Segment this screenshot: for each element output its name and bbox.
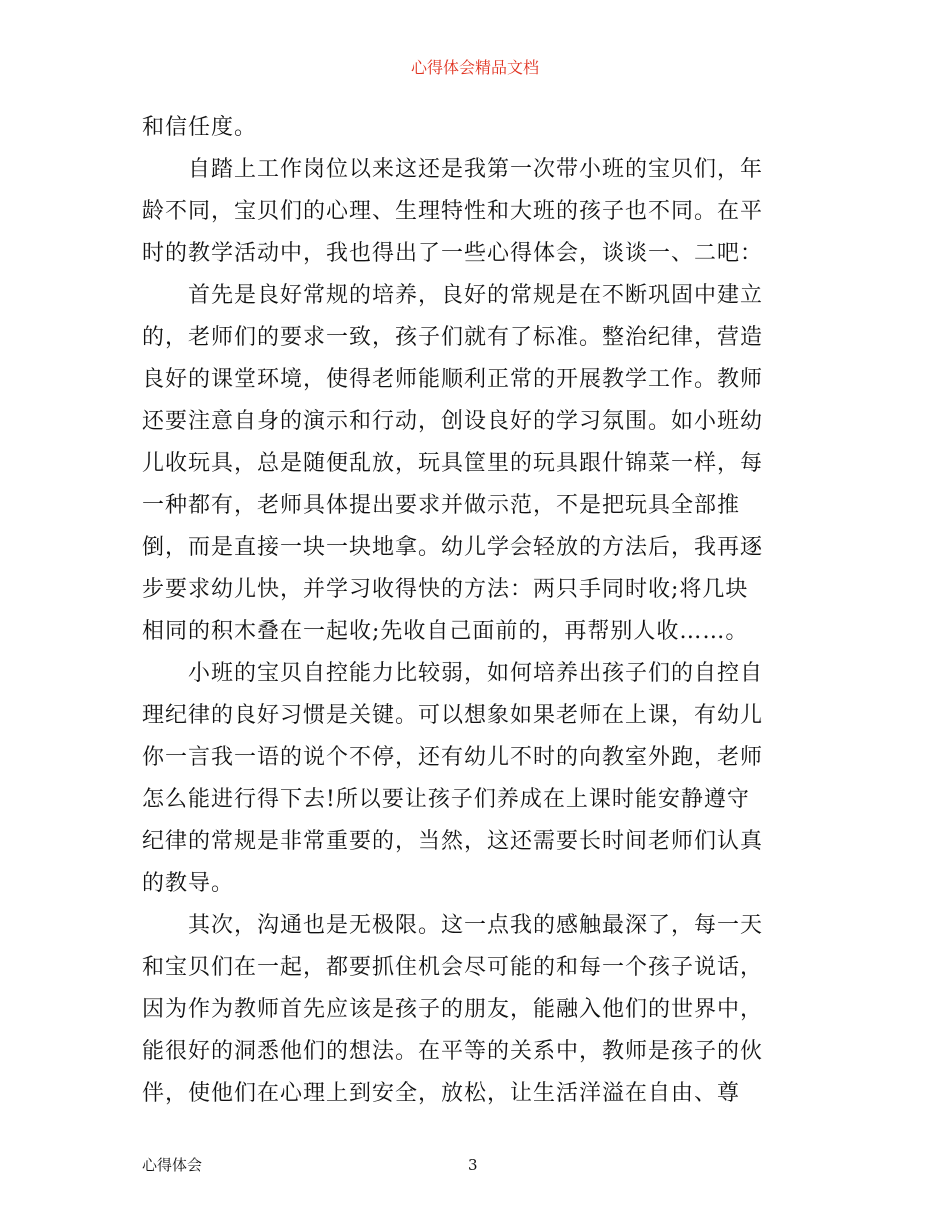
text-line: 首先是良好常规的培养，良好的常规是在不断巩固中建立 [188, 283, 764, 308]
text-line: 理纪律的良好习惯是关键。可以想象如果老师在上课，有幼儿 [142, 703, 764, 728]
footer-label: 心得体会 [142, 1156, 203, 1174]
text-line: 其次，沟通也是无极限。这一点我的感触最深了，每一天 [188, 913, 764, 938]
text-line: 一种都有，老师具体提出要求并做示范，不是把玩具全部推 [142, 493, 741, 518]
page-header-title: 心得体会精品文档 [410, 58, 539, 77]
text-line: 时的教学活动中，我也得出了一些心得体会，谈谈一、二吧： [142, 241, 764, 266]
text-line: 怎么能进行得下去!所以要让孩子们养成在上课时能安静遵守 [142, 787, 750, 812]
text-line: 步要求幼儿快，并学习收得快的方法：两只手同时收;将几块 [142, 577, 749, 602]
text-line: 因为作为教师首先应该是孩子的朋友，能融入他们的世界中， [142, 997, 764, 1022]
page-number: 3 [468, 1156, 478, 1174]
document-body [142, 107, 818, 1115]
text-line: 伴，使他们在心理上到安全，放松，让生活洋溢在自由、尊 [142, 1081, 741, 1106]
text-line: 自踏上工作岗位以来这还是我第一次带小班的宝贝们，年 [188, 157, 764, 182]
text-line: 相同的积木叠在一起收;先收自己面前的，再帮别人收……。 [142, 619, 749, 644]
text-line: 龄不同，宝贝们的心理、生理特性和大班的孩子也不同。在平 [142, 199, 764, 224]
text-line: 儿收玩具，总是随便乱放，玩具筐里的玩具跟什锦菜一样，每 [142, 451, 764, 476]
text-line: 倒，而是直接一块一块地拿。幼儿学会轻放的方法后，我再逐 [142, 535, 764, 560]
text-line: 能很好的洞悉他们的想法。在平等的关系中，教师是孩子的伙 [142, 1039, 764, 1064]
text-line: 和宝贝们在一起，都要抓住机会尽可能的和每一个孩子说话， [142, 955, 764, 980]
text-line: 纪律的常规是非常重要的，当然，这还需要长时间老师们认真 [142, 829, 764, 854]
text-line: 的，老师们的要求一致，孩子们就有了标准。整治纪律，营造 [142, 325, 764, 350]
text-line: 还要注意自身的演示和行动，创设良好的学习氛围。如小班幼 [142, 409, 764, 434]
text-line: 你一言我一语的说个不停，还有幼儿不时的向教室外跑，老师 [142, 745, 764, 770]
text-line: 和信任度。 [142, 115, 258, 140]
text-line: 的教导。 [142, 871, 235, 896]
text-line: 小班的宝贝自控能力比较弱，如何培养出孩子们的自控自 [188, 661, 764, 686]
text-line: 良好的课堂环境，使得老师能顺利正常的开展教学工作。教师 [142, 367, 764, 392]
